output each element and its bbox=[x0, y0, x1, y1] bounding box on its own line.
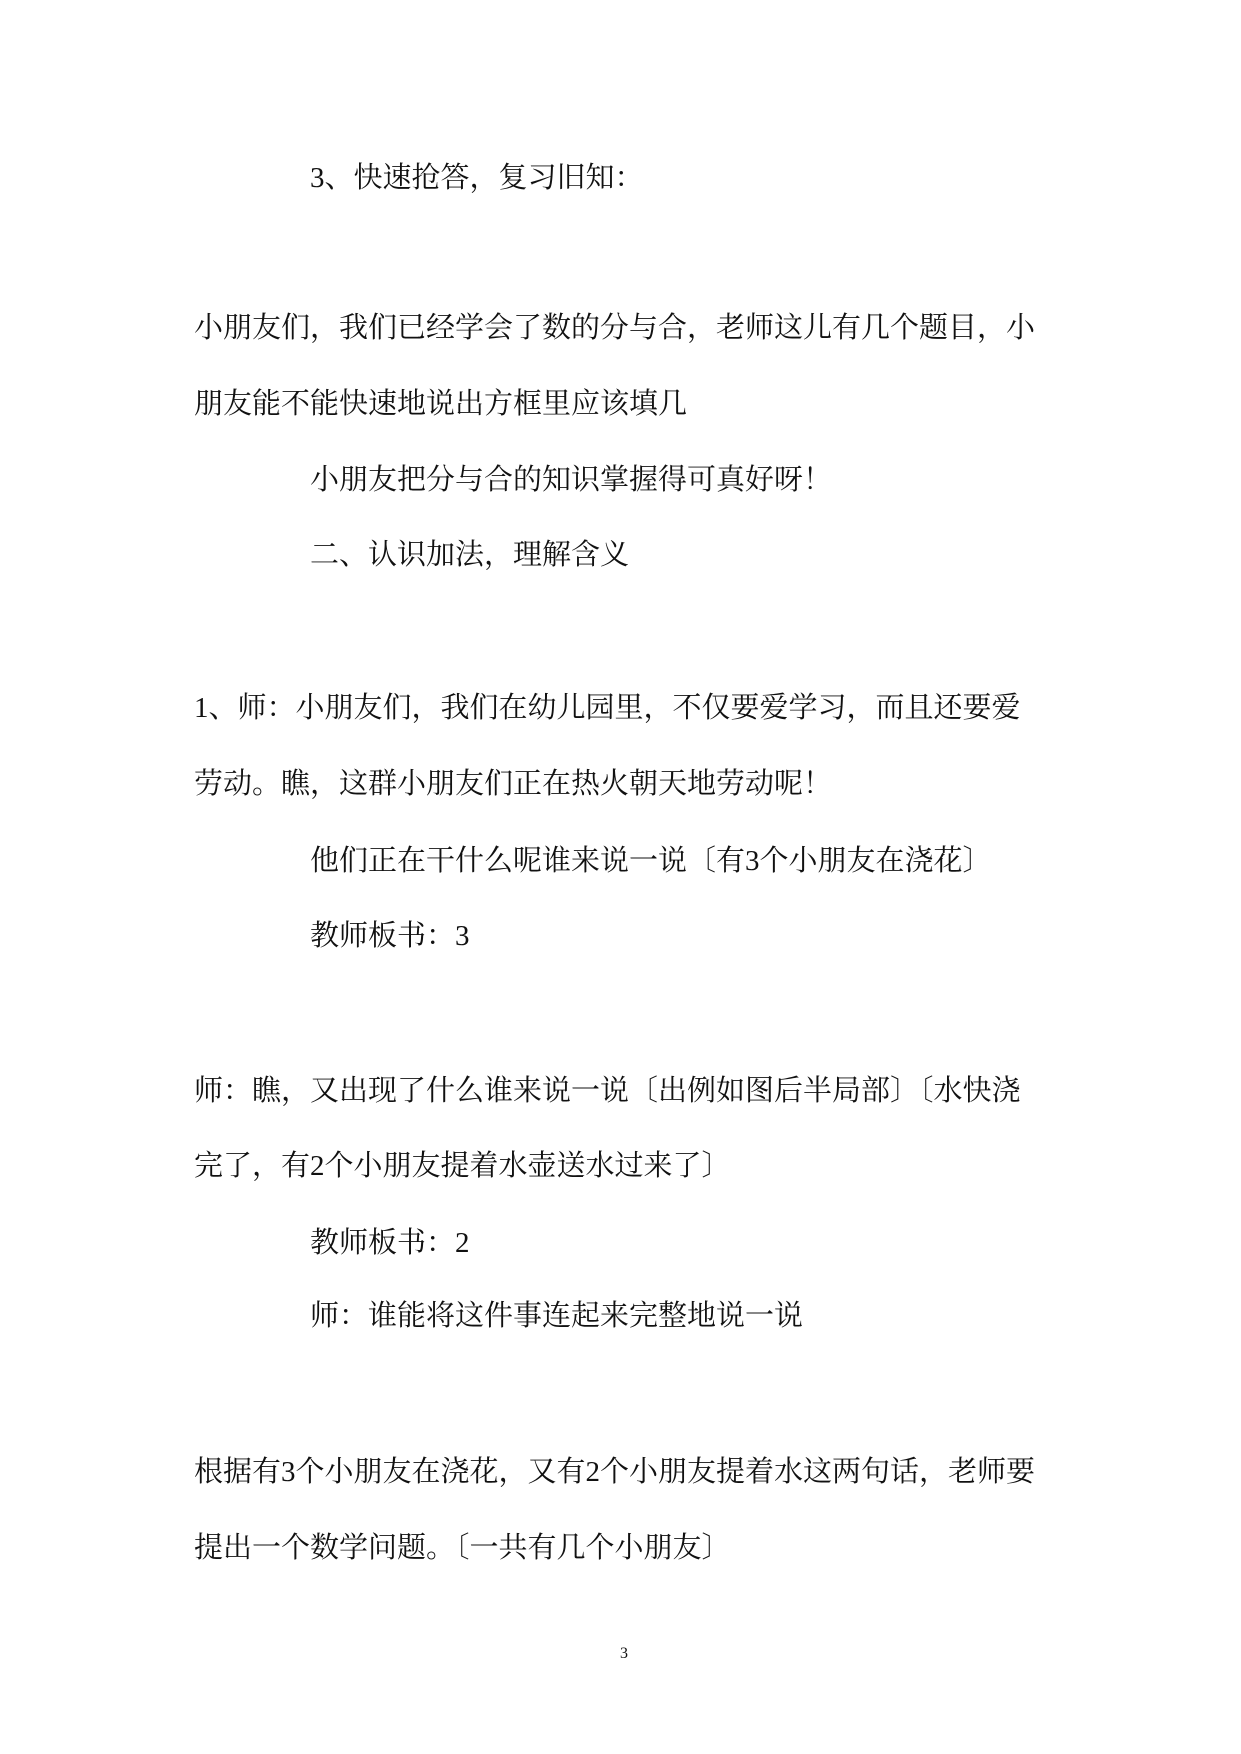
paragraph-line: 教师板书：2 bbox=[310, 1227, 470, 1259]
section-heading: 二、认识加法，理解含义 bbox=[310, 539, 630, 571]
section-heading: 3、快速抢答，复习旧知： bbox=[310, 162, 644, 194]
paragraph-line: 提出一个数学问题。〔一共有几个小朋友〕 bbox=[194, 1532, 731, 1564]
paragraph-line: 教师板书：3 bbox=[310, 920, 470, 952]
paragraph-line: 朋友能不能快速地说出方框里应该填几 bbox=[194, 388, 688, 420]
paragraph-line: 小朋友们，我们已经学会了数的分与合，老师这儿有几个题目，小 bbox=[194, 312, 1036, 344]
paragraph-line: 1、师：小朋友们，我们在幼儿园里，不仅要爱学习，而且还要爱 bbox=[194, 692, 1021, 724]
paragraph-line: 他们正在干什么呢谁来说一说〔有3个小朋友在浇花〕 bbox=[310, 845, 992, 877]
paragraph-line: 劳动。瞧，这群小朋友们正在热火朝天地劳动呢！ bbox=[194, 768, 833, 800]
paragraph-line: 完了，有2个小朋友提着水壶送水过来了〕 bbox=[194, 1150, 731, 1182]
page-number: 3 bbox=[620, 1645, 628, 1662]
paragraph-line: 师：瞧，又出现了什么谁来说一说〔出例如图后半局部〕〔水快浇 bbox=[194, 1075, 1021, 1107]
paragraph-line: 师：谁能将这件事连起来完整地说一说 bbox=[310, 1300, 804, 1332]
paragraph-line: 根据有3个小朋友在浇花，又有2个小朋友提着水这两句话，老师要 bbox=[194, 1456, 1036, 1488]
paragraph-line: 小朋友把分与合的知识掌握得可真好呀！ bbox=[310, 464, 833, 496]
